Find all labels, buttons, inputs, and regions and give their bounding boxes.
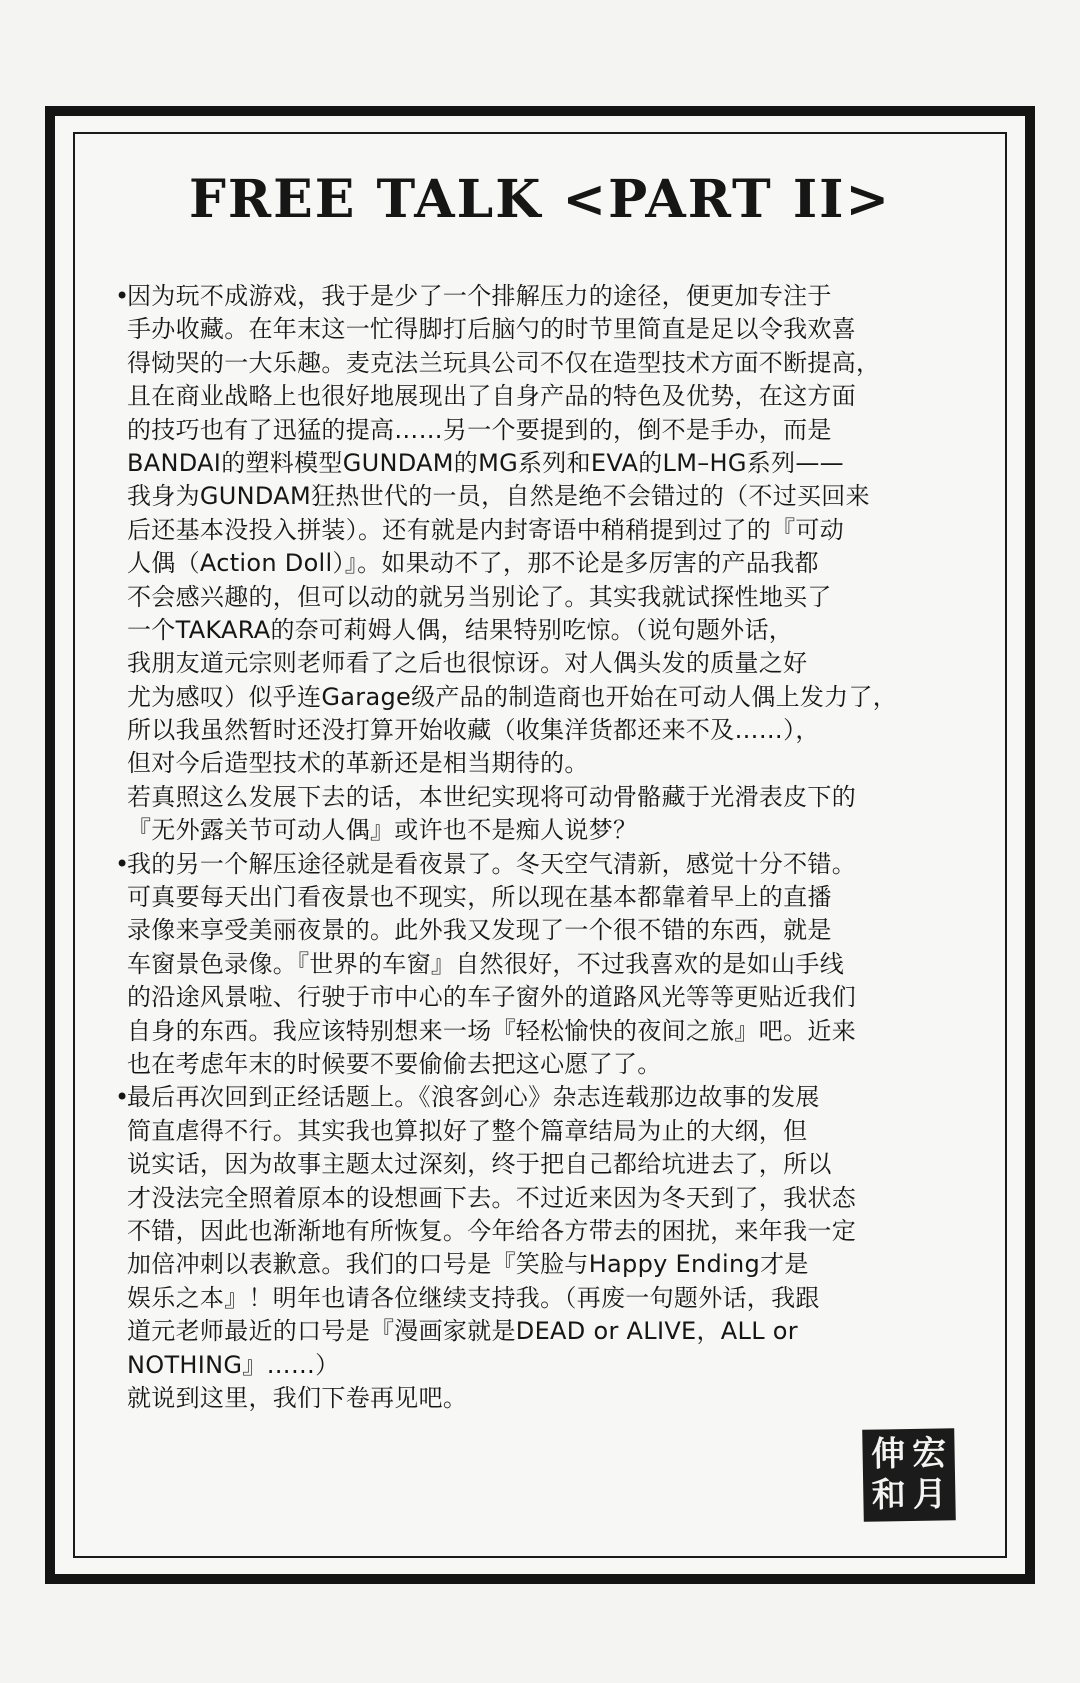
line-text: NOTHING』……） <box>127 1350 340 1379</box>
line-text: 一个TAKARA的奈可莉姆人偶，结果特别吃惊。（说句题外话， <box>127 615 794 644</box>
line-text: 所以我虽然暂时还没打算开始收藏（收集洋货都还来不及……）， <box>127 716 820 745</box>
seal-char: 月 <box>912 1474 948 1515</box>
line-text: 若真照这么发展下去的话，本世纪实现将可动骨骼藏于光滑表皮下的 <box>127 782 856 811</box>
text-line <box>115 547 965 580</box>
seal-char: 宏 <box>911 1433 947 1474</box>
text-line <box>115 480 965 513</box>
line-text: 简直虐得不行。其实我也算拟好了整个篇章结局为止的大纲，但 <box>127 1116 808 1145</box>
text-line <box>115 1349 965 1382</box>
line-text: 车窗景色录像。『世界的车窗』自然很好，不过我喜欢的是如山手线 <box>127 949 844 978</box>
page-title: FREE TALK <PART II> <box>188 169 892 230</box>
bullet-marker: • <box>115 282 130 310</box>
text-line <box>115 881 965 914</box>
bullet-paragraph <box>115 1081 965 1415</box>
text-line <box>115 313 965 346</box>
seal-char: 伸 <box>870 1434 906 1475</box>
text-line <box>115 347 965 380</box>
line-text: 可真要每天出门看夜景也不现实，所以现在基本都靠着早上的直播 <box>127 883 832 912</box>
text-line <box>115 447 965 480</box>
text-line <box>115 1081 965 1114</box>
text-line <box>115 581 965 614</box>
line-text: 最后再次回到正经话题上。《浪客剑心》杂志连载那边故事的发展 <box>127 1083 820 1112</box>
text-line <box>115 814 965 847</box>
free-talk-body <box>115 280 965 1415</box>
line-text: 自身的东西。我应该特别想来一场『轻松愉快的夜间之旅』吧。近来 <box>127 1016 856 1045</box>
text-line <box>115 647 965 680</box>
text-line <box>115 1182 965 1215</box>
line-text: 手办收藏。在年末这一忙得脚打后脑勺的时节里简直是足以令我欢喜 <box>127 315 856 344</box>
line-text: 不会感兴趣的，但可以动的就另当别论了。其实我就试探性地买了 <box>127 582 832 611</box>
page-inner-border <box>73 132 1007 1558</box>
line-text: 说实话，因为故事主题太过深刻，终于把自己都给坑进去了，所以 <box>127 1150 832 1179</box>
page-outer-border <box>45 106 1035 1584</box>
line-text: 得恸哭的一大乐趣。麦克法兰玩具公司不仅在造型技术方面不断提高， <box>127 348 881 377</box>
author-seal-stamp <box>862 1428 956 1522</box>
line-text: 但对今后造型技术的革新还是相当期待的。 <box>127 749 589 778</box>
text-line <box>115 1382 965 1415</box>
text-line <box>115 1115 965 1148</box>
line-text: 也在考虑年末的时候要不要偷偷去把这心愿了了。 <box>127 1049 662 1078</box>
bullet-marker: • <box>115 849 130 878</box>
line-text: 因为玩不成游戏，我于是少了一个排解压力的途径，便更加专注于 <box>127 282 832 310</box>
text-line <box>115 614 965 647</box>
line-text: BANDAI的塑料模型GUNDAM的MG系列和EVA的LM–HG系列—— <box>127 448 844 477</box>
text-line <box>115 747 965 780</box>
text-line <box>115 514 965 547</box>
line-text: 且在商业战略上也很好地展现出了自身产品的特色及优势，在这方面 <box>127 382 856 411</box>
text-line <box>115 1315 965 1348</box>
text-line <box>115 380 965 413</box>
text-line <box>115 1215 965 1248</box>
line-text: 不错，因此也渐渐地有所恢复。今年给各方带去的困扰，来年我一定 <box>127 1216 856 1245</box>
line-text: 录像来享受美丽夜景的。此外我又发现了一个很不错的东西，就是 <box>127 916 832 945</box>
text-line <box>115 914 965 947</box>
text-line <box>115 948 965 981</box>
text-line <box>115 1282 965 1315</box>
line-text: 我身为GUNDAM狂热世代的一员，自然是绝不会错过的（不过买回来 <box>127 482 870 511</box>
text-line <box>115 781 965 814</box>
text-line <box>115 681 965 714</box>
bullet-paragraph <box>115 848 965 1082</box>
line-text: 『无外露关节可动人偶』或许也不是痴人说梦？ <box>127 816 638 845</box>
text-line <box>115 1048 965 1081</box>
text-line <box>115 714 965 747</box>
bullet-marker: • <box>115 1083 130 1112</box>
text-line <box>115 1248 965 1281</box>
line-text: 才没法完全照着原本的设想画下去。不过近来因为冬天到了，我状态 <box>127 1183 856 1212</box>
line-text: 加倍冲刺以表歉意。我们的口号是『笑脸与Happy Ending才是 <box>127 1250 809 1279</box>
seal-char: 和 <box>871 1475 907 1516</box>
line-text: 道元老师最近的口号是『漫画家就是DEAD or ALIVE，ALL or <box>127 1317 798 1346</box>
text-line <box>115 414 965 447</box>
line-text: 就说到这里，我们下卷再见吧。 <box>127 1383 468 1412</box>
text-line <box>115 981 965 1014</box>
line-text: 娱乐之本』！明年也请各位继续支持我。（再废一句题外话，我跟 <box>127 1283 820 1312</box>
line-text: 的技巧也有了迅猛的提高……另一个要提到的，倒不是手办，而是 <box>127 415 832 444</box>
text-line <box>115 280 965 313</box>
text-line <box>115 848 965 881</box>
line-text: 人偶（Action Doll）』。如果动不了，那不论是多厉害的产品我都 <box>127 549 819 578</box>
text-line <box>115 1015 965 1048</box>
text-line <box>115 1148 965 1181</box>
line-text: 后还基本没投入拼装）。还有就是内封寄语中稍稍提到过了的『可动 <box>127 515 844 544</box>
bullet-paragraph <box>115 280 965 848</box>
line-text: 的沿途风景啦、行驶于市中心的车子窗外的道路风光等等更贴近我们 <box>127 983 856 1012</box>
line-text: 我的另一个解压途径就是看夜景了。冬天空气清新，感觉十分不错。 <box>127 849 856 878</box>
line-text: 我朋友道元宗则老师看了之后也很惊讶。对人偶头发的质量之好 <box>127 649 808 678</box>
line-text: 尤为感叹）似乎连Garage级产品的制造商也开始在可动人偶上发力了， <box>127 682 898 711</box>
